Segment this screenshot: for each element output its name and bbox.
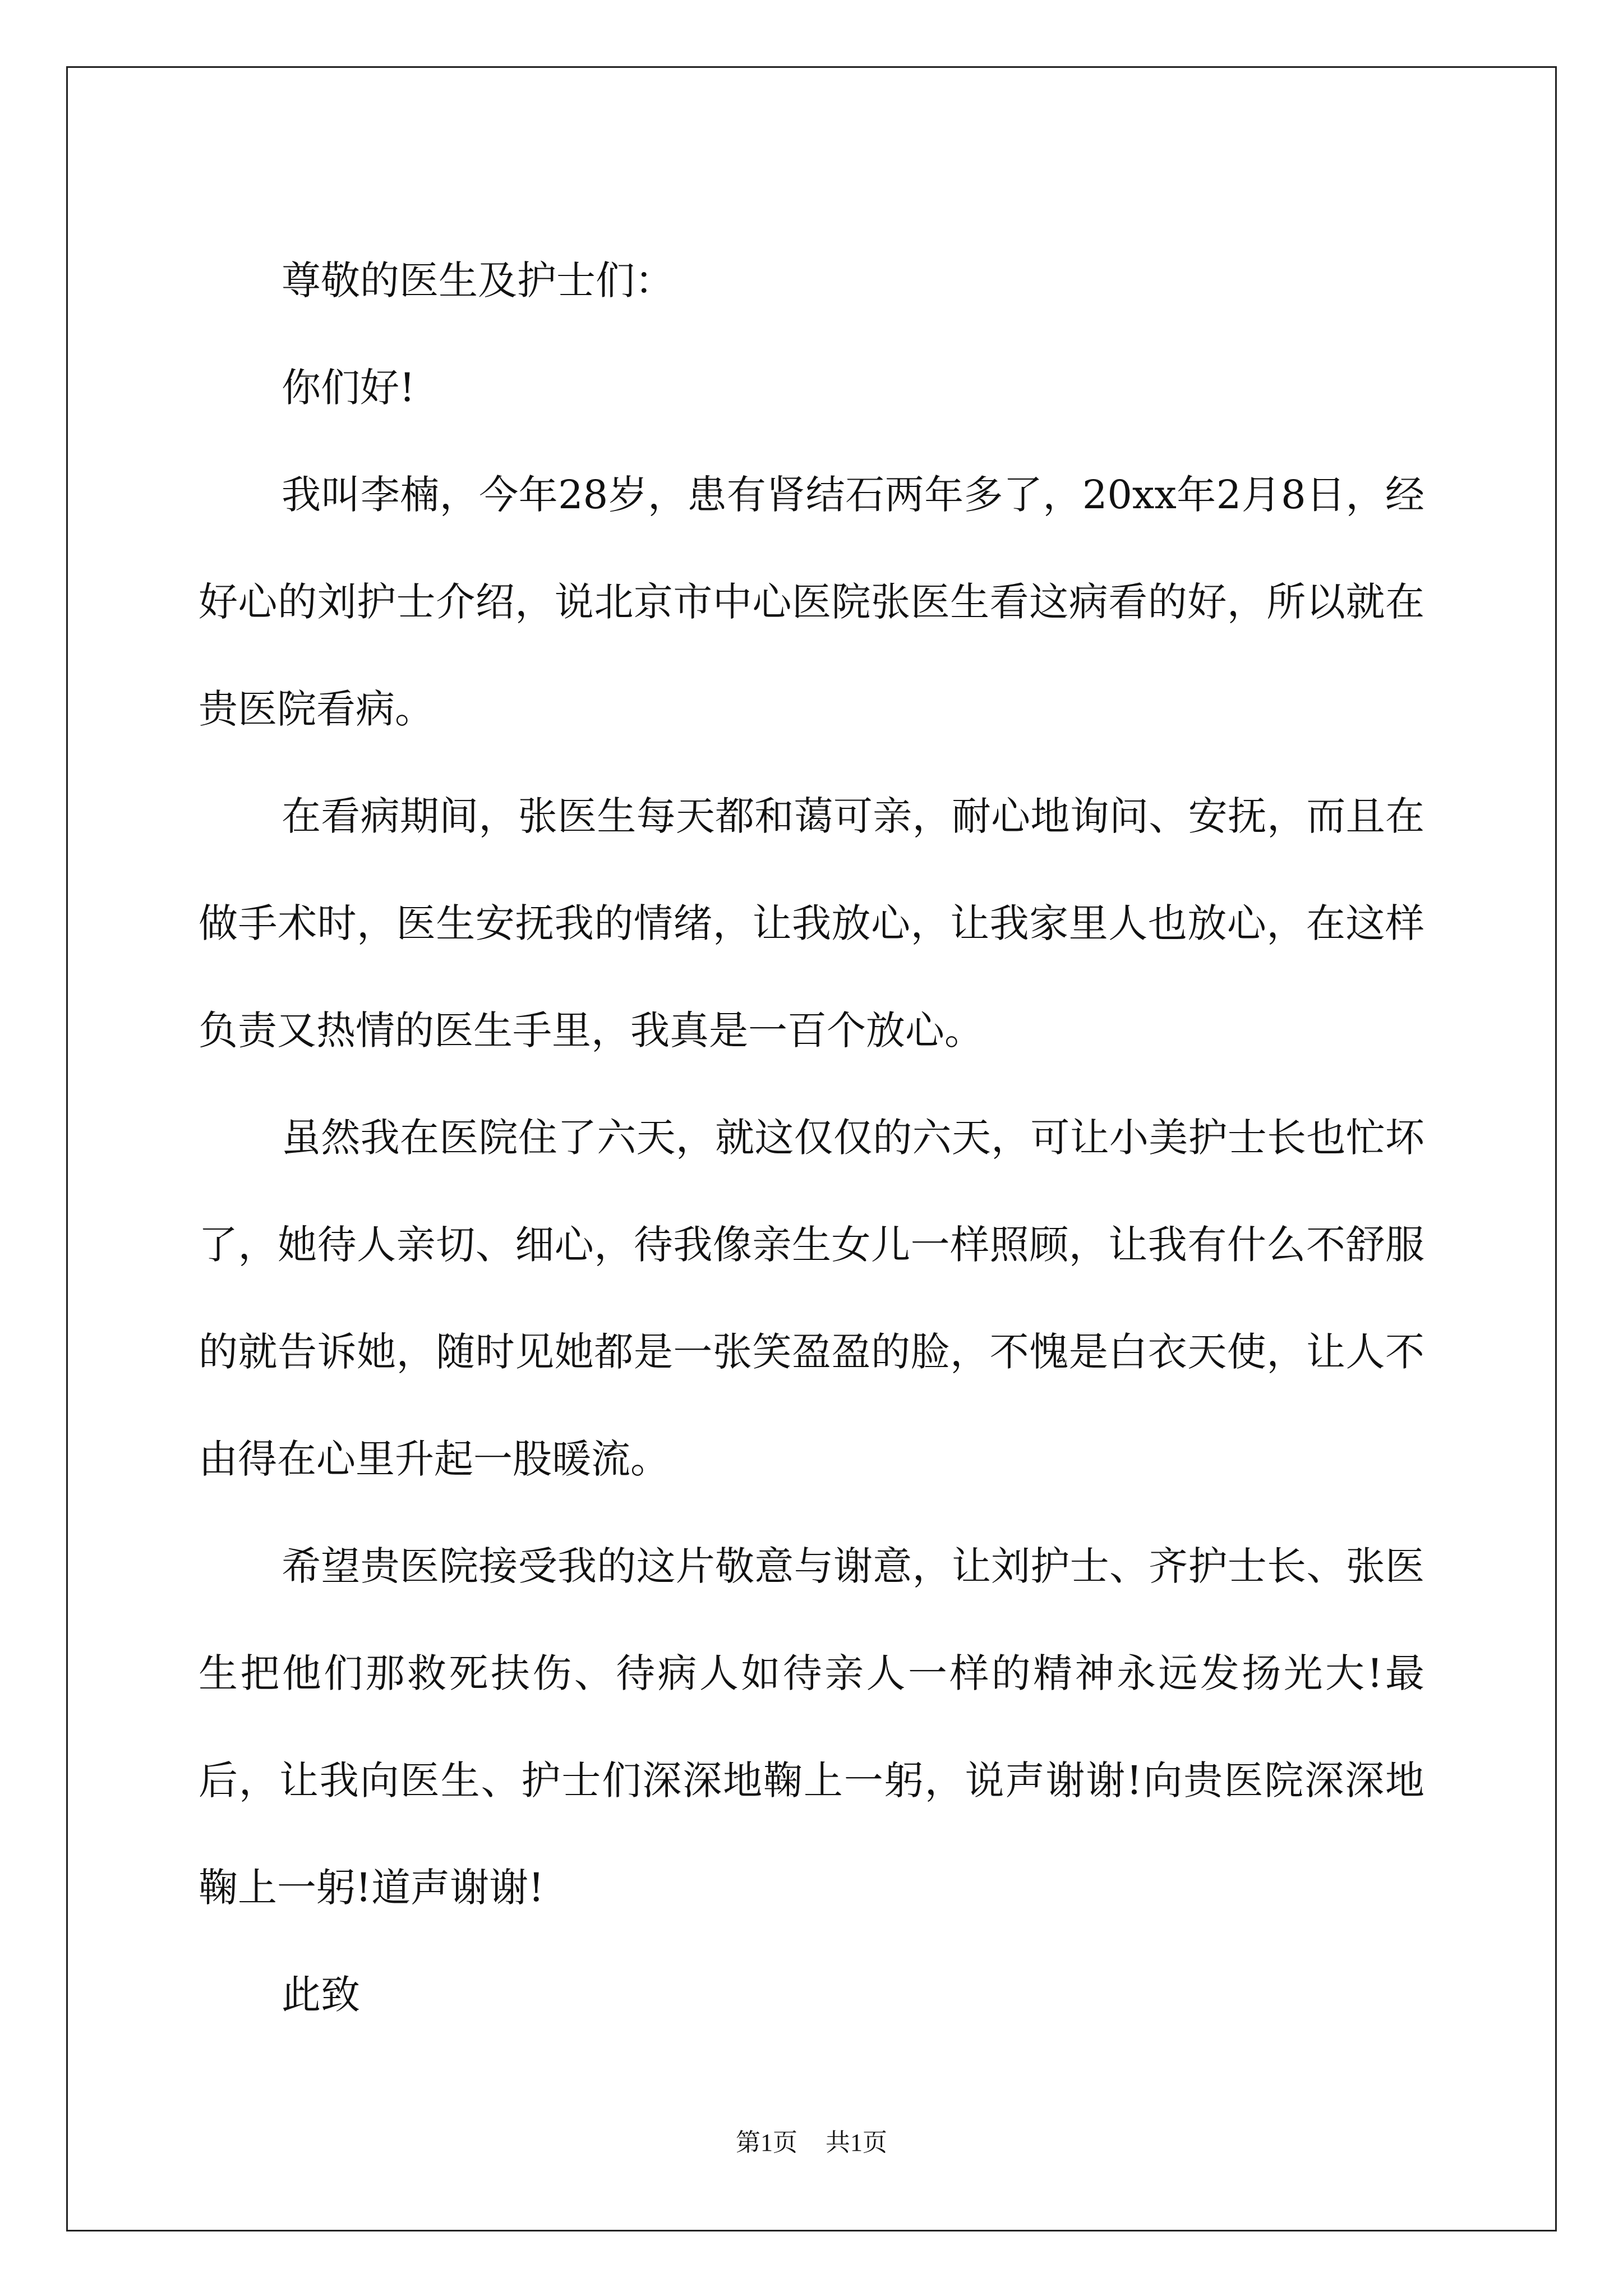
paragraph-thanks: 希望贵医院接受我的这片敬意与谢意，让刘护士、齐护士长、张医生把他们那救死扶伤、待病人如待亲人一样的精神永远发扬光大!最后，让我向医生、护士们深深地鞠上一躬，说声谢谢!向贵医院深深地鞠上一躬!道声谢谢! [199,1543,1424,1911]
page-number-current: 第1页 [736,2129,797,2156]
salutation: 尊敬的医生及护士们： [282,257,674,303]
closing: 此致 [282,1972,360,2018]
paragraph-doctor: 在看病期间，张医生每天都和蔼可亲，耐心地询问、安抚，而且在做手术时，医生安抚我的情绪，让我放心，让我家里人也放心，在这样负责又热情的医生手里，我真是一百个放心。 [199,793,1424,1053]
page-footer [0,2126,1623,2160]
letter-body [199,227,1424,2049]
page-number-total: 共1页 [826,2129,887,2156]
paragraph-intro: 我叫李楠，今年28岁，患有肾结石两年多了，20xx年2月8日，经好心的刘护士介绍，说北京市中心医院张医生看这病看的好，所以就在贵医院看病。 [199,472,1424,732]
paragraph-nurse: 虽然我在医院住了六天，就这仅仅的六天，可让小美护士长也忙坏了，她待人亲切、细心，待我像亲生女儿一样照顾，让我有什么不舒服的就告诉她，随时见她都是一张笑盈盈的脸，不愧是白衣天使，让人不由得在心里升起一股暖流。 [199,1115,1424,1482]
greeting: 你们好! [282,365,416,411]
